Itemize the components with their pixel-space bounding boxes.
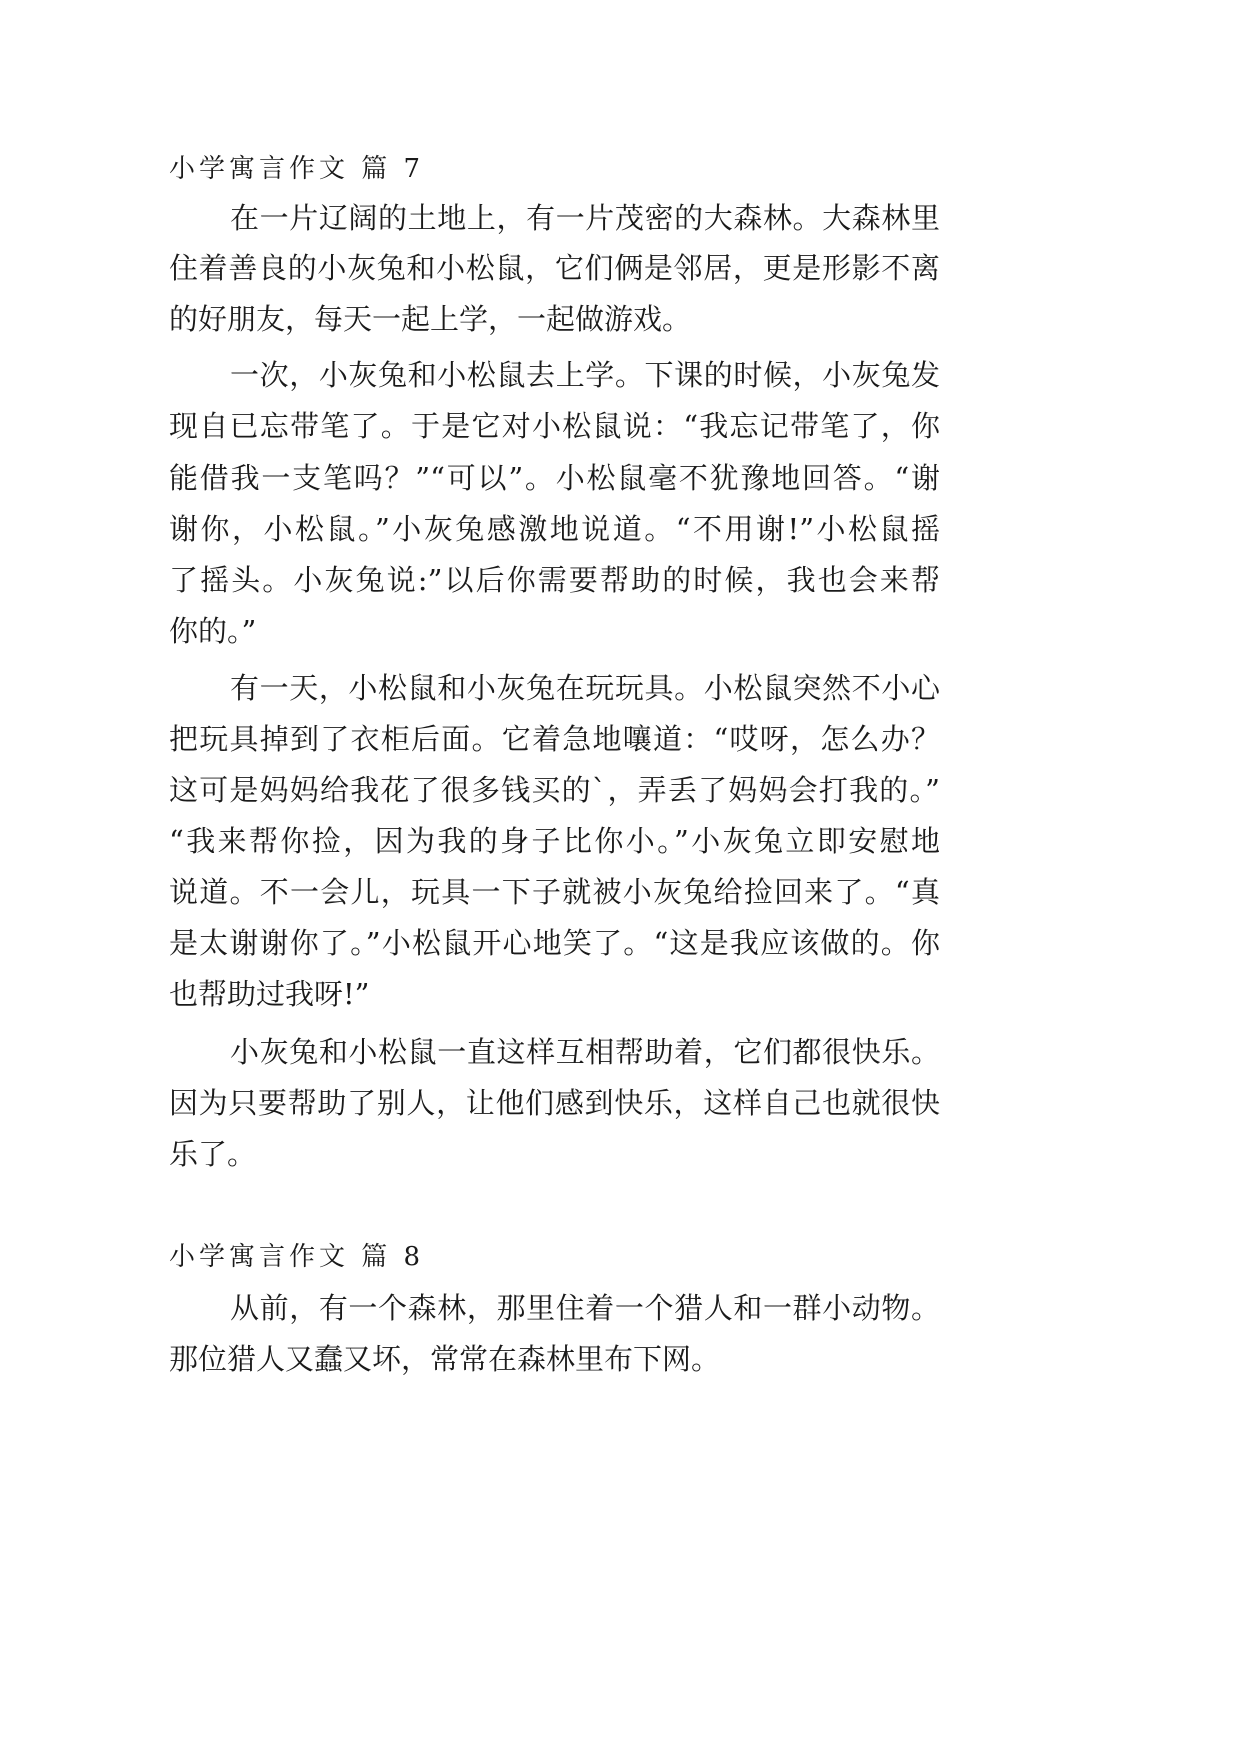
text-line: 乐了。 — [169, 1137, 257, 1171]
text-line: 了摇头。小灰兔说:”以后你需要帮助的时候，我也会来帮 — [169, 563, 940, 597]
text-line: 从前，有一个森林，那里住着一个猎人和一群小动物。 — [230, 1291, 940, 1325]
section-heading: 小学寓言作文 篇 7 — [169, 154, 425, 184]
text-line: 那位猎人又蠢又坏，常常在森林里布下网。 — [169, 1342, 721, 1376]
text-line: 能借我一支笔吗？”“可以”。小松鼠毫不犹豫地回答。“谢 — [169, 461, 940, 495]
text-line: 说道。不一会儿，玩具一下子就被小灰兔给捡回来了。“真 — [169, 875, 940, 909]
text-line: 现自已忘带笔了。于是它对小松鼠说：“我忘记带笔了，你 — [169, 409, 940, 443]
text-line: 是太谢谢你了。”小松鼠开心地笑了。“这是我应该做的。你 — [169, 926, 940, 960]
text-line: 住着善良的小灰兔和小松鼠，它们俩是邻居，更是形影不离 — [169, 251, 940, 285]
text-line: 这可是妈妈给我花了很多钱买的`，弄丢了妈妈会打我的。” — [169, 773, 940, 807]
text-line: 在一片辽阔的土地上，有一片茂密的大森林。大森林里 — [230, 201, 940, 235]
section-heading: 小学寓言作文 篇 8 — [169, 1242, 425, 1272]
text-line: 有一天，小松鼠和小灰兔在玩玩具。小松鼠突然不小心 — [230, 671, 940, 705]
text-line: 谢你，小松鼠。”小灰兔感激地说道。“不用谢!”小松鼠摇 — [169, 512, 940, 546]
text-line: 把玩具掉到了衣柜后面。它着急地嚷道：“哎呀，怎么办？ — [169, 722, 940, 756]
text-line: 你的。” — [169, 614, 257, 648]
text-line: 的好朋友，每天一起上学，一起做游戏。 — [169, 302, 692, 336]
text-line: 因为只要帮助了别人，让他们感到快乐，这样自己也就很快 — [169, 1086, 940, 1120]
text-line: 小灰兔和小松鼠一直这样互相帮助着，它们都很快乐。 — [230, 1035, 940, 1069]
text-line: 一次，小灰兔和小松鼠去上学。下课的时候，小灰兔发 — [230, 358, 940, 392]
text-line: “我来帮你捡，因为我的身子比你小。”小灰兔立即安慰地 — [169, 824, 940, 858]
text-line: 也帮助过我呀!” — [169, 977, 370, 1011]
